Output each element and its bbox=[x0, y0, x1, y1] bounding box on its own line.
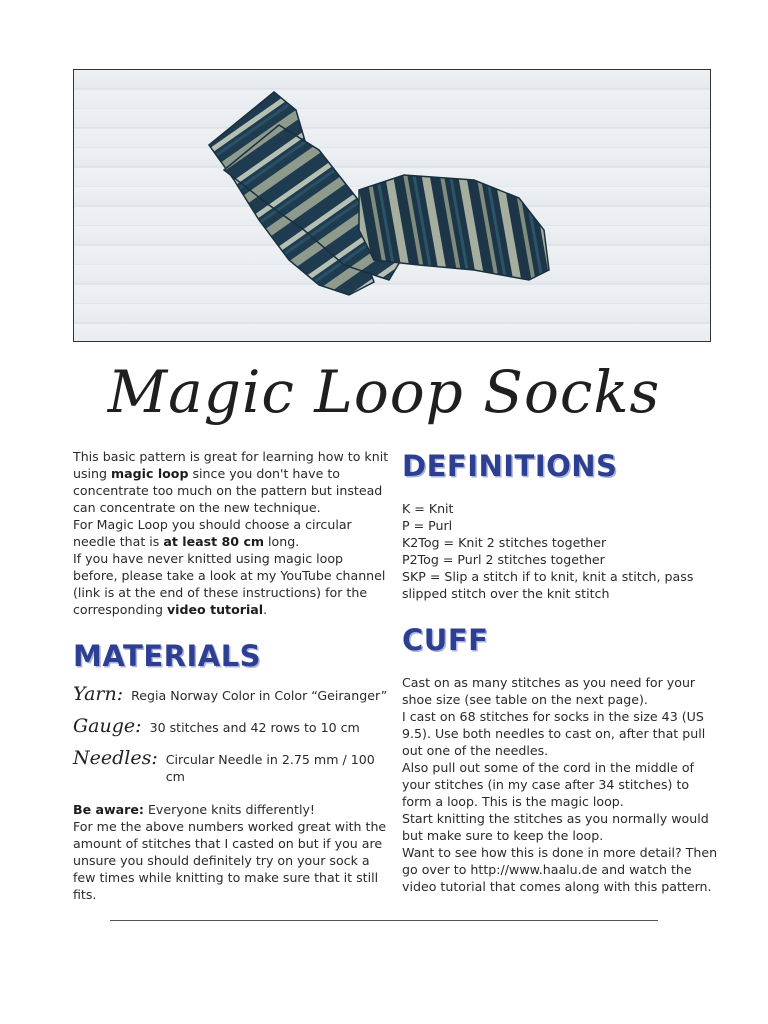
definitions-list bbox=[402, 500, 720, 602]
yarn-line bbox=[73, 683, 391, 705]
intro-paragraph: For Magic Loop you should choose a circular needle that is at least 80 cm long. bbox=[73, 517, 352, 549]
materials-heading: MATERIALS bbox=[73, 639, 262, 673]
definitions-heading: DEFINITIONS bbox=[402, 449, 618, 483]
cuff-body bbox=[402, 674, 720, 895]
page-title: Magic Loop Socks bbox=[107, 358, 661, 426]
definition-item: P2Tog = Purl 2 stitches together bbox=[402, 552, 605, 567]
definition-item: K = Knit bbox=[402, 501, 454, 516]
yarn-value: Regia Norway Color in Color “Geiranger” bbox=[131, 688, 388, 703]
cuff-paragraph: I cast on 68 stitches for socks in the size 43 (US 9.5). Use both needles to cast on, after that pull out one of the needles. bbox=[402, 709, 706, 758]
cuff-paragraph: Cast on as many stitches as you need for your shoe size (see table on the next page). bbox=[402, 675, 696, 707]
gauge-label: Gauge: bbox=[73, 715, 142, 737]
cuff-paragraph: Also pull out some of the cord in the middle of your stitches (in my case after 34 stitches) to form a loop. This is the magic loop. bbox=[402, 760, 694, 809]
right-column bbox=[402, 448, 720, 895]
footer-divider bbox=[110, 920, 658, 921]
hero-photo bbox=[73, 69, 711, 342]
needles-value: Circular Needle in 2.75 mm / 100 cm bbox=[165, 752, 375, 784]
cuff-paragraph: Want to see how this is done in more detail? Then go over to http://www.haalu.de and watch the video tutorial that comes along with this pattern. bbox=[402, 845, 718, 894]
cuff-paragraph: Start knitting the stitches as you normally would but make sure to keep the loop. bbox=[402, 811, 709, 843]
yarn-label: Yarn: bbox=[73, 683, 124, 705]
gauge-line bbox=[73, 715, 391, 737]
aware-body: For me the above numbers worked great with the amount of stitches that I casted on but if you are unsure you should definitely try on your sock a few times while knitting to make sure that it still fits. bbox=[73, 819, 387, 902]
cuff-heading: CUFF bbox=[402, 623, 489, 657]
needles-line bbox=[73, 747, 391, 785]
socks-illustration bbox=[74, 70, 711, 342]
definition-item: K2Tog = Knit 2 stitches together bbox=[402, 535, 607, 550]
definition-item: SKP = Slip a stitch if to knit, knit a stitch, pass slipped stitch over the knit stitch bbox=[402, 569, 694, 601]
intro-paragraph: This basic pattern is great for learning how to knit using magic loop since you don't have to concentrate too much on the pattern but instead can concentrate on the new technique. bbox=[73, 449, 389, 515]
definition-item: P = Purl bbox=[402, 518, 453, 533]
left-column bbox=[73, 448, 391, 903]
aware-note: Be aware: Everyone knits differently! bbox=[73, 802, 315, 817]
intro-paragraph: If you have never knitted using magic loop before, please take a look at my YouTube channel (link is at the end of these instructions) for the corresponding video tutorial. bbox=[73, 551, 386, 617]
needles-label: Needles: bbox=[73, 747, 158, 769]
gauge-value: 30 stitches and 42 rows to 10 cm bbox=[149, 720, 360, 735]
